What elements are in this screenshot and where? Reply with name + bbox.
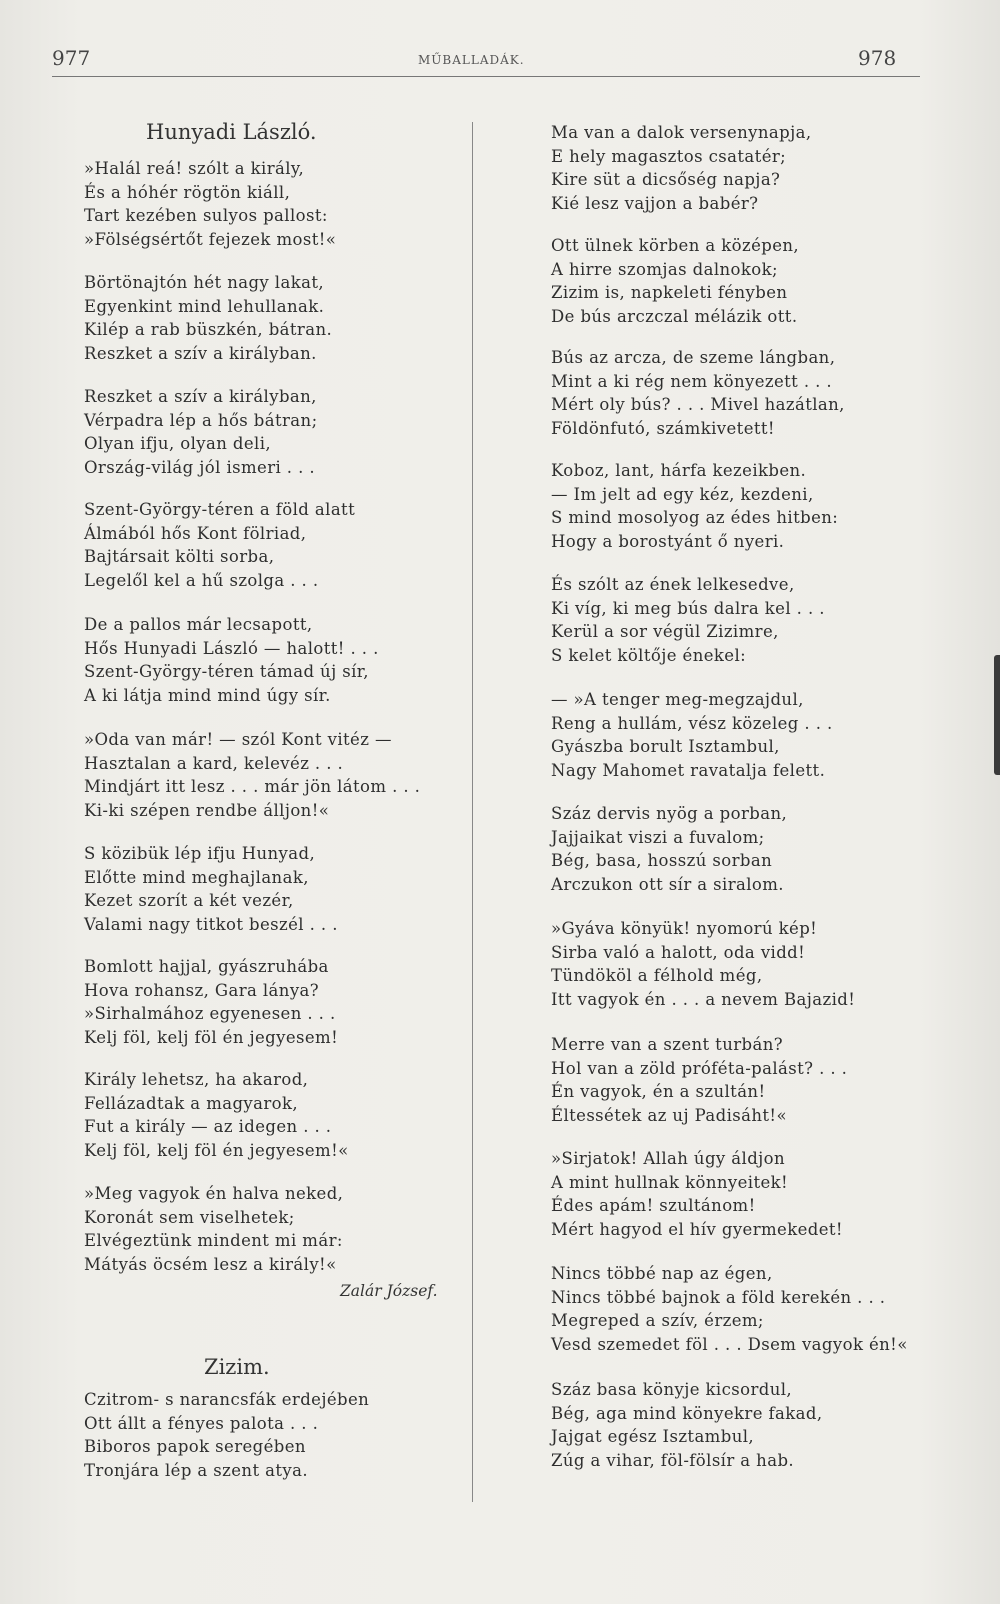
verse-line: Előtte mind meghajlanak, (84, 867, 309, 887)
verse-line: Czitrom- s narancsfák erdejében (84, 1390, 370, 1409)
verse-line: Kilép a rab büszkén, bátran. (84, 320, 333, 339)
verse-line: De bús arczczal mélázik ott. (551, 306, 798, 326)
page-header (0, 46, 1000, 76)
verse-line: Mint a ki rég nem könyezett . . . (551, 371, 833, 391)
verse-line: Kelj föl, kelj föl én jegyesem!« (84, 1140, 349, 1160)
verse-line: Tart kezében sulyos pallost: (84, 206, 328, 225)
verse-line: A ki látja mind mind úgy sír. (84, 685, 331, 705)
verse-line: Ma van a dalok versenynapja, (551, 123, 812, 142)
verse-line: Legelől kel a hű szolga . . . (84, 570, 319, 590)
verse-line: Fut a király — az idegen . . . (84, 1117, 332, 1136)
verse-line: »Oda van már! — szól Kont vitéz — (84, 730, 392, 749)
verse-line: Szent-György-téren támad új sír, (84, 662, 369, 681)
verse-line: Álmából hős Kont fölriad, (84, 523, 307, 543)
verse-line: Édes apám! szultánom! (551, 1196, 756, 1215)
poem-author: Zalár József. (340, 1282, 438, 1300)
verse-line: Én vagyok, én a szultán! (551, 1082, 766, 1101)
verse-line: »Meg vagyok én halva neked, (84, 1184, 344, 1203)
verse-line: Ki-ki szépen rendbe álljon!« (84, 800, 330, 820)
stanza (551, 459, 838, 553)
verse-line: Nagy Mahomet ravatalja felett. (551, 760, 826, 780)
verse-line: Gyászba borult Isztambul, (551, 737, 780, 756)
verse-line: Vérpadra lép a hős bátran; (84, 410, 318, 430)
verse-line: Zizim is, napkeleti fényben (551, 283, 788, 302)
stanza (551, 121, 812, 215)
verse-line: Merre van a szent turbán? (551, 1035, 784, 1054)
verse-line: Szent-György-téren a föld alatt (84, 500, 356, 519)
verse-line: Földönfutó, számkivetett! (551, 418, 775, 438)
verse-line: Reng a hullám, vész közeleg . . . (551, 713, 833, 733)
header-rule (52, 76, 920, 77)
poem-title-hunyadi: Hunyadi László. (146, 120, 317, 144)
verse-line: Megreped a szív, érzem; (551, 1311, 764, 1330)
verse-line: Arczukon ott sír a siralom. (551, 874, 784, 894)
verse-line: S mind mosolyog az édes hitben: (551, 508, 839, 527)
verse-line: Reszket a szív a királyban. (84, 343, 317, 363)
stanza (551, 1033, 847, 1127)
stanza (84, 157, 336, 251)
verse-line: A hirre szomjas dalnokok; (551, 259, 778, 279)
verse-line: Fellázadtak a magyarok, (84, 1093, 299, 1113)
verse-line: Mért hagyod el hív gyermekedet! (551, 1219, 843, 1239)
verse-line: Bomlott hajjal, gyászruhába (84, 957, 329, 976)
verse-line: Ország-világ jól ismeri . . . (84, 457, 316, 477)
stanza (84, 728, 420, 822)
stanza (551, 917, 855, 1011)
page-number-left: 977 (52, 46, 91, 70)
verse-line: Hős Hunyadi László — halott! . . . (84, 638, 379, 658)
page-edge-shadow (994, 655, 1000, 775)
verse-line: Jajjaikat viszi a fuvalom; (551, 827, 765, 847)
verse-line: Hova rohansz, Gara lánya? (84, 980, 320, 1000)
stanza (84, 385, 318, 479)
verse-line: Egyenkint mind lehullanak. (84, 296, 325, 316)
verse-line: Nincs többé bajnok a föld kerekén . . . (551, 1287, 886, 1307)
verse-line: Sirba való a halott, oda vidd! (551, 942, 806, 962)
verse-line: Ott ülnek körben a középen, (551, 236, 800, 255)
stanza (551, 688, 833, 782)
verse-line: És szólt az ének lelkesedve, (551, 575, 795, 594)
verse-line: És a hóhér rögtön kiáll, (84, 182, 291, 202)
verse-line: A mint hullnak könnyeitek! (551, 1172, 789, 1192)
verse-line: Száz basa könyje kicsordul, (551, 1380, 793, 1399)
verse-line: Vesd szemedet föl . . . Dsem vagyok én!« (551, 1334, 908, 1354)
verse-line: Koronát sem viselhetek; (84, 1207, 295, 1227)
running-title: MŰBALLADÁK. (418, 53, 525, 67)
verse-line: Bég, basa, hosszú sorban (551, 851, 773, 870)
verse-line: De a pallos már lecsapott, (84, 615, 313, 634)
verse-line: E hely magasztos csatatér; (551, 146, 787, 166)
stanza (551, 346, 845, 440)
verse-line: »Gyáva könyük! nyomorú kép! (551, 919, 818, 938)
stanza (84, 842, 338, 936)
verse-line: Nincs többé nap az égen, (551, 1264, 773, 1283)
verse-line: Kié lesz vajjon a babér? (551, 193, 759, 213)
verse-line: »Fölségsértőt fejezek most!« (84, 229, 337, 249)
stanza (84, 1388, 369, 1482)
verse-line: Tronjára lép a szent atya. (84, 1460, 309, 1480)
poem-title-zizim: Zizim. (204, 1355, 270, 1379)
stanza (84, 498, 355, 592)
verse-line: Reszket a szív a királyban, (84, 387, 317, 406)
verse-line: Kerül a sor végül Zizimre, (551, 622, 779, 641)
verse-line: Olyan ifju, olyan deli, (84, 434, 272, 453)
verse-line: Hol van a zöld próféta-palást? . . . (551, 1058, 848, 1078)
verse-line: S közibük lép ifju Hunyad, (84, 844, 316, 863)
verse-line: Hasztalan a kard, kelevéz . . . (84, 753, 344, 773)
stanza (84, 613, 379, 707)
stanza (551, 573, 825, 667)
verse-line: Zúg a vihar, föl-fölsír a hab. (551, 1450, 795, 1470)
verse-line: Bég, aga mind könyekre fakad, (551, 1403, 823, 1423)
verse-line: Börtönajtón hét nagy lakat, (84, 273, 325, 292)
verse-line: »Halál reá! szólt a király, (84, 159, 305, 178)
stanza (551, 1378, 823, 1472)
verse-line: Biboros papok seregében (84, 1437, 306, 1456)
verse-line: Tündököl a félhold még, (551, 966, 763, 985)
verse-line: Bajtársait költi sorba, (84, 547, 275, 566)
verse-line: — »A tenger meg-megzajdul, (551, 690, 804, 709)
verse-line: Bús az arcza, de szeme lángban, (551, 348, 836, 367)
stanza (84, 955, 338, 1049)
stanza (84, 1182, 343, 1276)
verse-line: Valami nagy titkot beszél . . . (84, 914, 338, 934)
stanza (84, 1068, 349, 1162)
verse-line: Király lehetsz, ha akarod, (84, 1070, 309, 1089)
verse-line: Ott állt a fényes palota . . . (84, 1413, 319, 1433)
verse-line: Mért oly bús? . . . Mivel hazátlan, (551, 395, 845, 414)
verse-line: Kelj föl, kelj föl én jegyesem! (84, 1027, 339, 1047)
verse-line: Elvégeztünk mindent mi már: (84, 1231, 343, 1250)
verse-line: Ki víg, ki meg bús dalra kel . . . (551, 598, 825, 618)
verse-line: Kezet szorít a két vezér, (84, 891, 294, 910)
verse-line: Száz dervis nyög a porban, (551, 804, 788, 823)
stanza (551, 1262, 908, 1356)
page-number-right: 978 (858, 46, 897, 70)
verse-line: Jajgat egész Isztambul, (551, 1427, 755, 1446)
verse-line: Éltessétek az uj Padisáht!« (551, 1105, 787, 1125)
verse-line: »Sirjatok! Allah úgy áldjon (551, 1149, 786, 1168)
verse-line: Koboz, lant, hárfa kezeikben. (551, 461, 807, 480)
stanza (551, 234, 799, 328)
verse-line: Itt vagyok én . . . a nevem Bajazid! (551, 989, 856, 1009)
verse-line: — Im jelt ad egy kéz, kezdeni, (551, 484, 814, 504)
verse-line: S kelet költője énekel: (551, 645, 747, 665)
verse-line: Mindjárt itt lesz . . . már jön látom . . . (84, 777, 421, 796)
verse-line: Mátyás öcsém lesz a király!« (84, 1254, 337, 1274)
verse-line: Kire süt a dicsőség napja? (551, 170, 781, 189)
stanza (551, 802, 787, 896)
verse-line: Hogy a borostyánt ő nyeri. (551, 531, 785, 551)
verse-line: »Sirhalmához egyenesen . . . (84, 1004, 336, 1023)
stanza (551, 1147, 843, 1241)
stanza (84, 271, 332, 365)
column-divider (472, 122, 473, 1502)
